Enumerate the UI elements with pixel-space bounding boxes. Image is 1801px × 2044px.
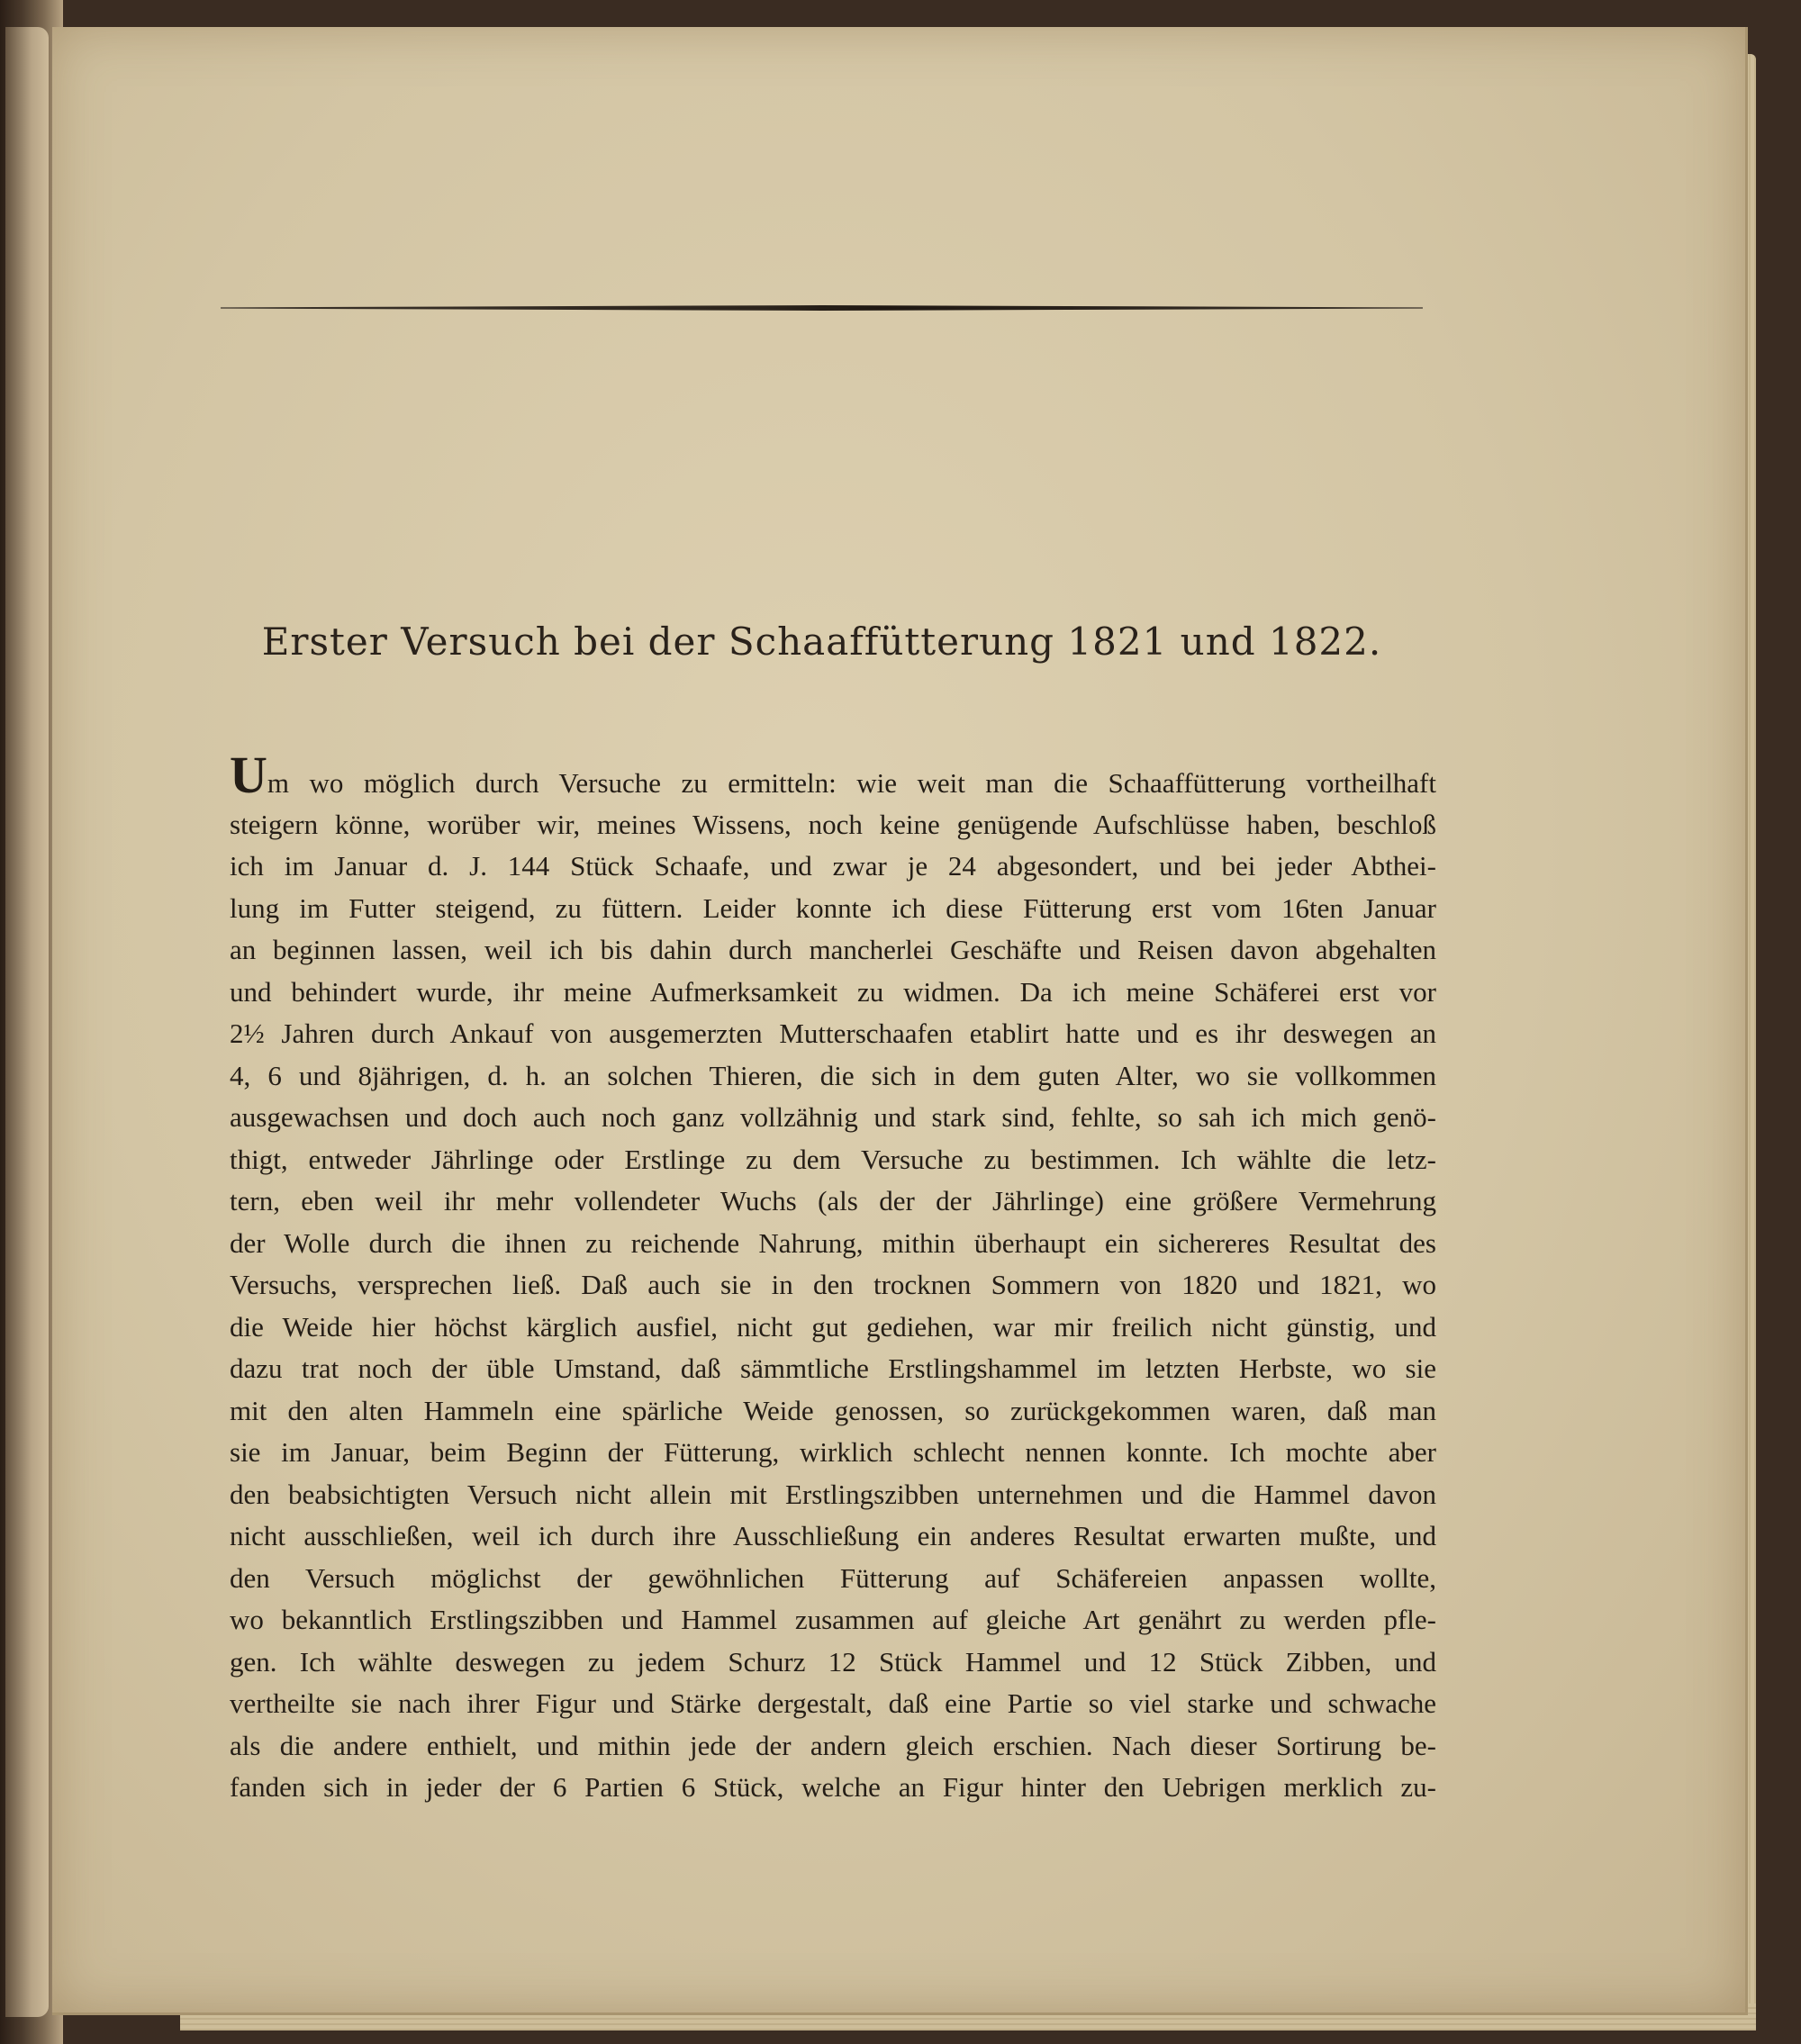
text-line: ich im Januar d. J. 144 Stück Schaafe, und zwar je 24 abgesondert, und bei jeder Abthei- [230, 850, 1436, 882]
text-line: 4, 6 und 8jährigen, d. h. an solchen Thieren, die sich in dem guten Alter, wo sie vollkommen [230, 1059, 1436, 1091]
text-line: dazu trat noch der üble Umstand, daß sämmtliche Erstlingshammel im letzten Herbste, wo sie [230, 1352, 1436, 1384]
text-line: sie im Januar, beim Beginn der Fütterung, wirklich schlecht nennen konnte. Ich mochte aber [230, 1436, 1436, 1468]
text-line: fanden sich in jeder der 6 Partien 6 Stück, welche an Figur hinter den Uebrigen merklich zu- [230, 1771, 1436, 1803]
text-line: lung im Futter steigend, zu füttern. Leider konnte ich diese Fütterung erst vom 16ten Januar [230, 891, 1436, 924]
drop-cap: U [230, 746, 267, 804]
text-line: steigern könne, worüber wir, meines Wissens, noch keine genügende Aufschlüsse haben, beschloß [230, 808, 1436, 840]
previous-page-edge [5, 27, 49, 2017]
text-line: wo bekanntlich Erstlingszibben und Hammel zusammen auf gleiche Art genährt zu werden pfle- [230, 1604, 1436, 1635]
text-line: ausgewachsen und doch auch noch ganz vollzähnig und stark sind, fehlte, so sah ich mich genö- [230, 1101, 1436, 1133]
text-line: Versuchs, versprechen ließ. Daß auch sie in den trocknen Sommern von 1820 und 1821, wo [230, 1269, 1436, 1300]
text-line: tern, eben weil ihr mehr vollendeter Wuchs (als der der Jährlinge) eine größere Vermehrung [230, 1185, 1436, 1216]
section-heading: Erster Versuch bei der Schaaffütterung 1821 und 1822. [261, 620, 1382, 664]
text-line: der Wolle durch die ihnen zu reichende Nahrung, mithin überhaupt ein sichereres Resultat des [230, 1226, 1436, 1259]
text-line: mit den alten Hammeln eine spärliche Weide genossen, so zurückgekommen waren, daß man [230, 1394, 1436, 1426]
text-line: den Versuch möglichst der gewöhnlichen Fütterung auf Schäfereien anpassen wollte, [230, 1561, 1436, 1594]
text-line: gen. Ich wählte deswegen zu jedem Schurz 12 Stück Hammel und 12 Stück Zibben, und [230, 1645, 1436, 1678]
text-line: Um wo möglich durch Versuche zu ermitteln: wie weit man die Schaaffütterung vortheilhaft [230, 746, 1436, 804]
text-line: und behindert wurde, ihr meine Aufmerksamkeit zu widmen. Da ich meine Schäferei erst vor [230, 975, 1436, 1008]
text-line: die Weide hier höchst kärglich ausfiel, nicht gut gediehen, war mir freilich nicht günstig, und [230, 1310, 1436, 1343]
text-line: als die andere enthielt, und mithin jede der andern gleich erschien. Nach dieser Sortirung be- [230, 1729, 1436, 1761]
text-line: nicht ausschließen, weil ich durch ihre Ausschließung ein anderes Resultat erwarten mußte, und [230, 1520, 1436, 1551]
text-line: den beabsichtigten Versuch nicht allein mit Erstlingszibben unternehmen und die Hammel davon [230, 1478, 1436, 1510]
text-line: 2½ Jahren durch Ankauf von ausgemerzten Mutterschaafen etablirt hatte und es ihr deswegen an [230, 1017, 1436, 1049]
text-line: an beginnen lassen, weil ich bis dahin durch mancherlei Geschäfte und Reisen davon abgehalten [230, 934, 1436, 965]
text-line: vertheilte sie nach ihrer Figur und Stärke dergestalt, daß eine Partie so viel starke und schwache [230, 1687, 1436, 1719]
body-text [230, 746, 1436, 1809]
text-line: thigt, entweder Jährlinge oder Erstlinge zu dem Versuche zu bestimmen. Ich wählte die letz- [230, 1143, 1436, 1175]
